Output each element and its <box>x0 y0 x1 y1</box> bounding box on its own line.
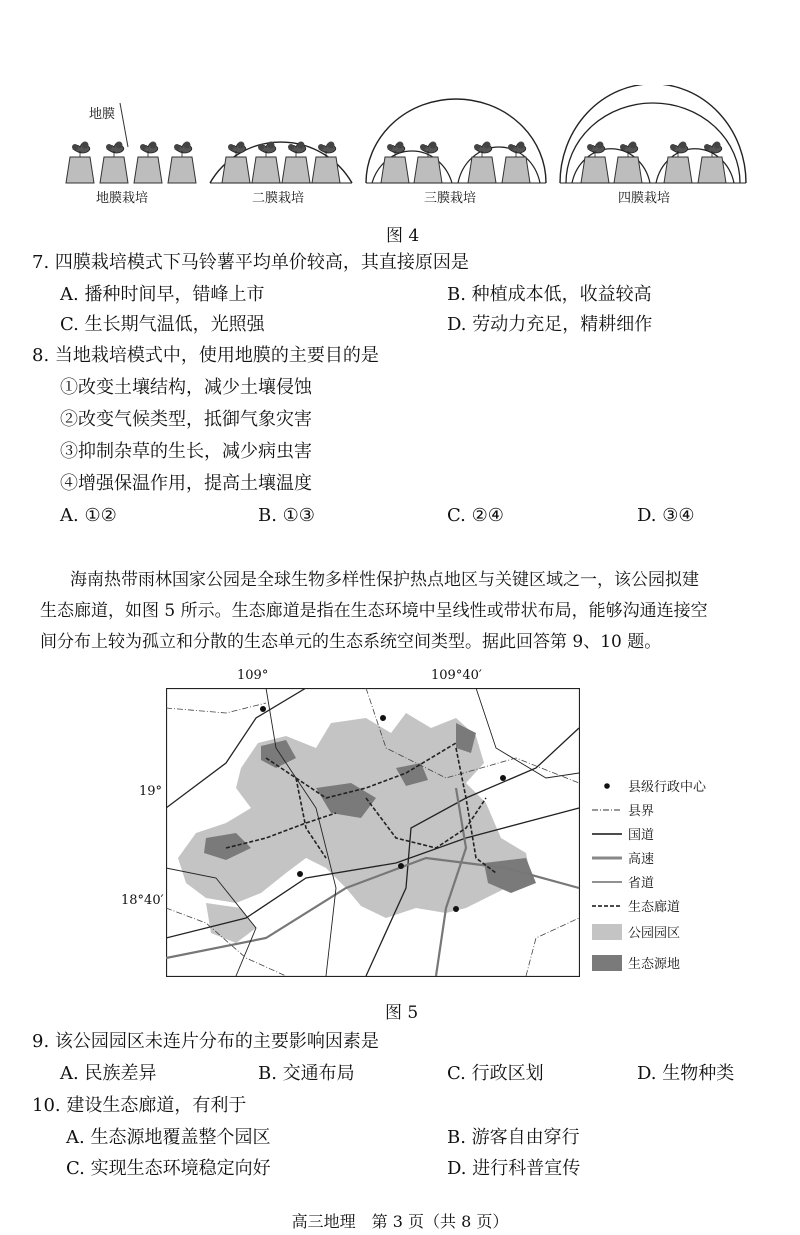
q8-item-2: ②改变气候类型，抵御气象灾害 <box>60 409 312 430</box>
q8-option-b[interactable]: B. ①③ <box>258 505 315 526</box>
question-10-stem: 10. 建设生态廊道，有利于 <box>32 1095 247 1116</box>
passage-line-3: 间分布上较为孤立和分散的生态单元的生态系统空间类型。据此回答第 9、10 题。 <box>40 632 662 652</box>
question-9-stem: 9. 该公园园区未连片分布的主要影响因素是 <box>32 1031 379 1052</box>
q7-option-b[interactable]: B. 种植成本低，收益较高 <box>447 284 652 305</box>
q9-option-a[interactable]: A. 民族差异 <box>60 1063 157 1084</box>
q7-option-d[interactable]: D. 劳动力充足，精耕细作 <box>447 314 653 335</box>
q10-option-b[interactable]: B. 游客自由穿行 <box>447 1127 580 1148</box>
legend-ecological-corridor: 生态廊道 <box>592 896 680 915</box>
passage-line-2: 生态廊道，如图 5 所示。生态廊道是指在生态环境中呈线性或带状布局，能够沟通连接空 <box>40 601 708 621</box>
q7-option-a[interactable]: A. 播种时间早，错峰上市 <box>60 284 265 305</box>
label-three-film: 三膜栽培 <box>424 191 477 206</box>
passage-line-1: 海南热带雨林国家公园是全球生物多样性保护热点地区与关键区域之一，该公园拟建 <box>70 570 699 590</box>
q9-option-d[interactable]: D. 生物种类 <box>637 1063 735 1084</box>
four-film-cultivation-diagram <box>560 85 746 183</box>
figure-4-caption: 图 4 <box>386 226 420 246</box>
ecological-source-swatch <box>592 955 622 975</box>
ecological-corridor-icon <box>592 900 622 915</box>
q8-item-1: ①改变土壤结构，减少土壤侵蚀 <box>60 377 312 398</box>
label-four-film: 四膜栽培 <box>618 191 671 206</box>
page-footer: 高三地理 第 3 页（共 8 页） <box>291 1212 509 1231</box>
q8-option-a[interactable]: A. ①② <box>60 505 117 526</box>
legend-county-boundary: 县界 <box>592 800 654 819</box>
three-film-cultivation-diagram <box>366 99 546 183</box>
two-film-cultivation-diagram <box>210 142 352 184</box>
question-7-stem: 7. 四膜栽培模式下马铃薯平均单价较高，其直接原因是 <box>32 252 469 273</box>
q10-option-c[interactable]: C. 实现生态环境稳定向好 <box>66 1158 271 1179</box>
legend-expressway: 高速 <box>592 848 654 867</box>
legend-park-area: 公园园区 <box>592 922 680 944</box>
lon-tick-109: 109° <box>237 668 269 683</box>
question-8-stem: 8. 当地栽培模式中，使用地膜的主要目的是 <box>32 345 379 366</box>
lat-tick-19: 19° <box>139 784 163 799</box>
legend-provincial-road: 省道 <box>592 872 654 891</box>
q10-option-d[interactable]: D. 进行科普宣传 <box>447 1158 581 1179</box>
legend-national-road: 国道 <box>592 824 654 843</box>
national-road-icon <box>592 828 622 843</box>
q8-item-4: ④增强保温作用，提高土壤温度 <box>60 473 312 494</box>
q8-item-3: ③抑制杂草的生长，减少病虫害 <box>60 441 312 462</box>
provincial-road-icon <box>592 876 622 891</box>
q7-option-c[interactable]: C. 生长期气温低，光照强 <box>60 314 265 335</box>
q8-option-c[interactable]: C. ②④ <box>447 505 504 526</box>
county-center-icon <box>592 780 622 795</box>
q9-option-c[interactable]: C. 行政区划 <box>447 1063 544 1084</box>
q10-option-a[interactable]: A. 生态源地覆盖整个园区 <box>66 1127 271 1148</box>
mulch-cultivation-diagram <box>66 103 196 183</box>
expressway-icon <box>592 852 622 867</box>
lon-tick-109-40: 109°40′ <box>431 668 482 683</box>
figure-5-caption: 图 5 <box>385 1003 419 1023</box>
label-two-film: 二膜栽培 <box>252 191 305 206</box>
legend-county-center: 县级行政中心 <box>592 776 706 795</box>
label-mulch-cultivation: 地膜栽培 <box>96 191 149 206</box>
lat-tick-18-40: 18°40′ <box>121 893 164 908</box>
mulch-label: 地膜 <box>89 107 116 122</box>
q9-option-b[interactable]: B. 交通布局 <box>258 1063 355 1084</box>
park-area-swatch <box>592 924 622 944</box>
q8-option-d[interactable]: D. ③④ <box>637 505 695 526</box>
county-boundary-icon <box>592 804 622 819</box>
legend-ecological-source: 生态源地 <box>592 953 680 975</box>
figure-4-diagram <box>50 85 770 195</box>
ecological-corridor-map <box>166 688 580 977</box>
